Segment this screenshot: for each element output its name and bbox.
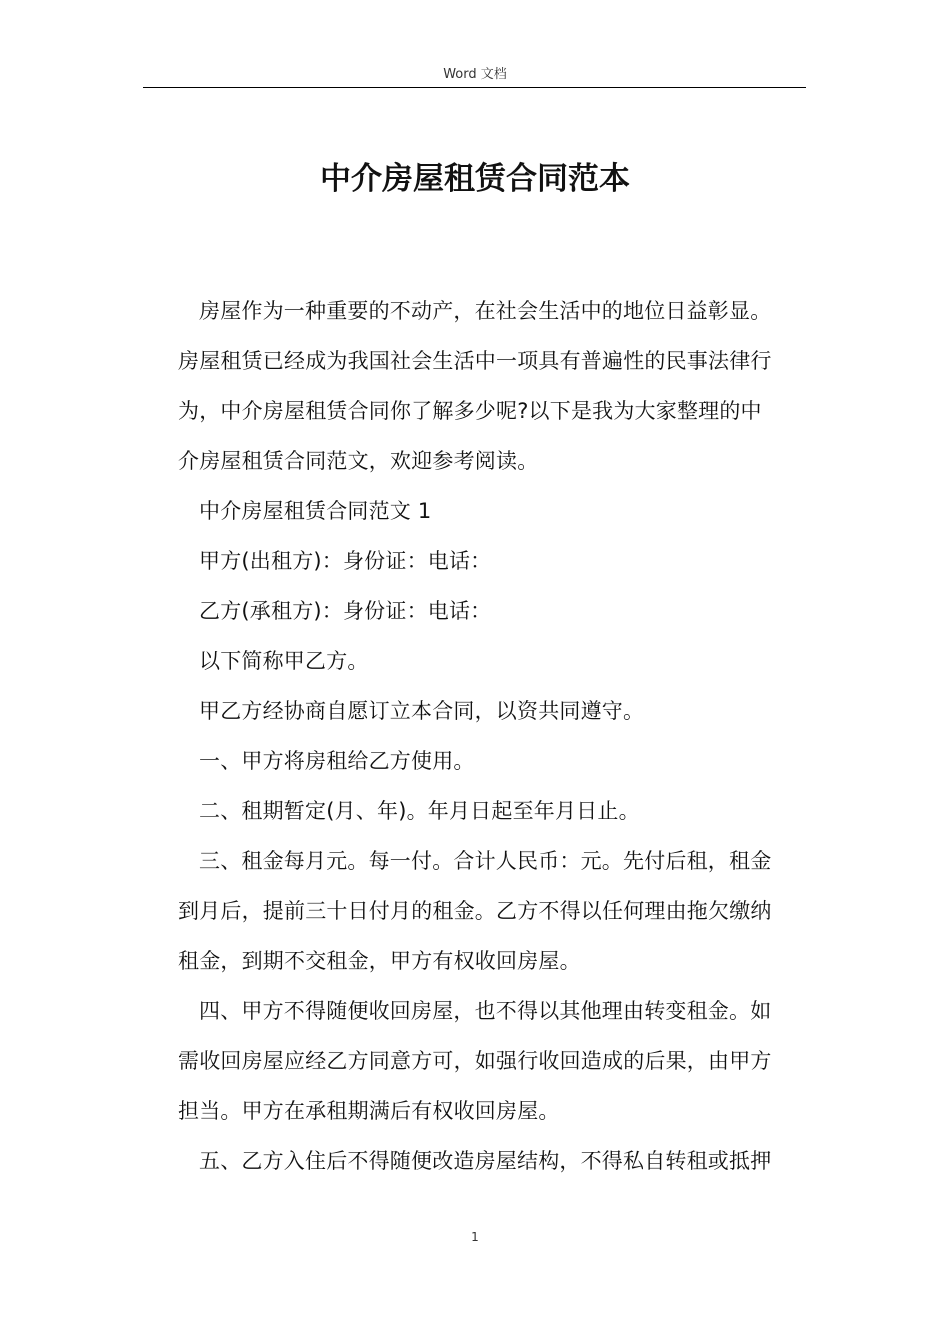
text-line: 乙方(承租方)：身份证：电话： [199, 599, 492, 623]
text-line: 中介房屋租赁合同范文 1 [199, 499, 432, 523]
text-line: 担当。甲方在承租期满后有权收回房屋。 [178, 1099, 560, 1123]
document-body [178, 286, 803, 1186]
page-number: 1 [471, 1230, 479, 1244]
text-line: 租金，到期不交租金，甲方有权收回房屋。 [178, 949, 581, 973]
text-line: 房屋作为一种重要的不动产，在社会生活中的地位日益彰显。 [199, 299, 772, 323]
text-line: 一、甲方将房租给乙方使用。 [199, 749, 475, 773]
text-line: 到月后，提前三十日付月的租金。乙方不得以任何理由拖欠缴纳 [178, 899, 772, 923]
text-line: 四、甲方不得随便收回房屋，也不得以其他理由转变租金。如 [199, 999, 772, 1023]
text-line: 介房屋租赁合同范文，欢迎参考阅读。 [178, 449, 539, 473]
document-title: 中介房屋租赁合同范本 [320, 161, 630, 197]
body-text-block [178, 286, 803, 1186]
text-line: 需收回房屋应经乙方同意方可，如强行收回造成的后果，由甲方 [178, 1049, 772, 1073]
text-line: 为，中介房屋租赁合同你了解多少呢?以下是我为大家整理的中 [178, 399, 762, 423]
text-line: 五、乙方入住后不得随便改造房屋结构，不得私自转租或抵押 [199, 1149, 772, 1173]
text-line: 甲方(出租方)：身份证：电话： [199, 549, 492, 573]
text-line: 二、租期暂定(月、年)。年月日起至年月日止。 [199, 799, 640, 823]
header-divider [143, 87, 806, 88]
page-header-label: Word 文档 [443, 67, 507, 82]
text-line: 以下简称甲乙方。 [199, 649, 369, 673]
text-line: 甲乙方经协商自愿订立本合同，以资共同遵守。 [199, 699, 645, 723]
text-line: 三、租金每月元。每一付。合计人民币：元。先付后租，租金 [199, 849, 772, 873]
text-line: 房屋租赁已经成为我国社会生活中一项具有普遍性的民事法律行 [178, 349, 772, 373]
